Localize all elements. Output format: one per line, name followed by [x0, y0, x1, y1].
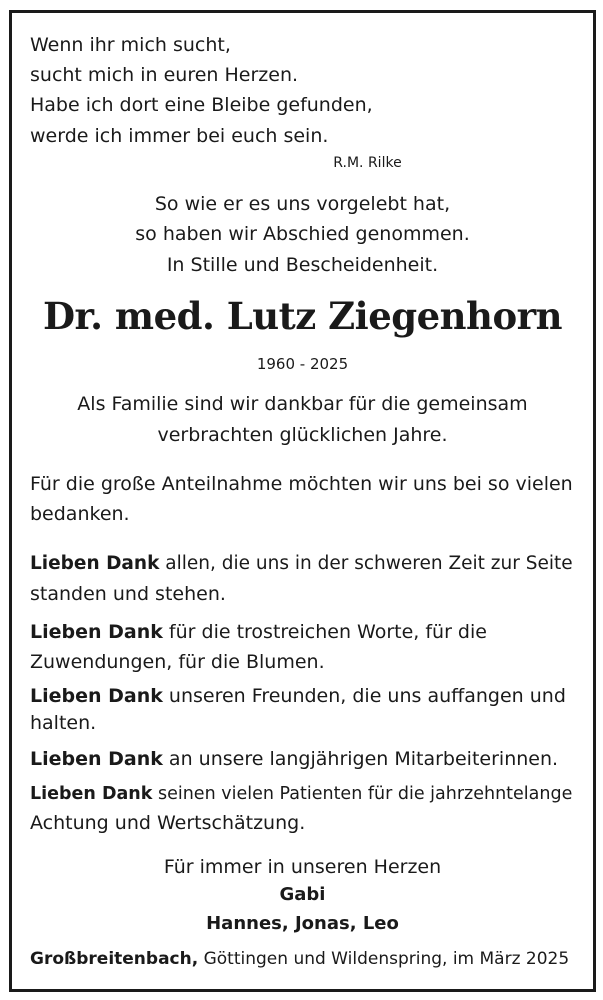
thanks-item-cont: standen und stehen.	[30, 583, 226, 605]
poem-line: werde ich immer bei euch sein.	[30, 125, 329, 147]
thanks-item	[30, 748, 558, 770]
poem-attribution: R.M. Rilke	[333, 155, 402, 171]
thanks-item-cont: halten.	[30, 712, 97, 734]
footer-town: Großbreitenbach,	[30, 949, 199, 969]
intro-line: so haben wir Abschied genommen.	[135, 223, 470, 245]
thanks-text: seinen vielen Patienten für die jahrzehntelange	[152, 784, 573, 804]
thanks-item	[30, 783, 572, 805]
thanks-item	[30, 553, 573, 575]
spouse-name: Gabi	[279, 884, 326, 905]
footer-place-date	[30, 948, 569, 970]
thanks-bold: Lieben Dank	[30, 553, 160, 574]
thanks-bold: Lieben Dank	[30, 685, 163, 707]
poem-line: sucht mich in euren Herzen.	[30, 64, 299, 86]
life-dates: 1960 - 2025	[256, 355, 349, 373]
poem-line: Habe ich dort eine Bleibe gefunden,	[30, 94, 373, 116]
intro-line: In Stille und Bescheidenheit.	[166, 254, 439, 276]
footer-rest: Göttingen und Wildenspring, im März 2025	[198, 949, 570, 969]
thanks-text: für die trostreichen Worte, für die	[162, 621, 487, 643]
thanks-bold: Lieben Dank	[30, 621, 163, 643]
obituary-frame	[9, 10, 596, 992]
poem-line: Wenn ihr mich sucht,	[30, 34, 231, 56]
thanks-text: allen, die uns in der schweren Zeit zur Seite	[159, 553, 573, 574]
children-names: Hannes, Jonas, Leo	[206, 913, 399, 934]
family-note-line: verbrachten glücklichen Jahre.	[157, 424, 448, 446]
thanks-intro-line: Für die große Anteilnahme möchten wir uns bei so vielen	[30, 473, 573, 495]
intro-line: So wie er es uns vorgelebt hat,	[154, 193, 451, 215]
thanks-bold: Lieben Dank	[30, 784, 153, 804]
thanks-intro-line: bedanken.	[30, 503, 130, 525]
deceased-name: Dr. med. Lutz Ziegenhorn	[42, 294, 563, 338]
thanks-item-cont: Zuwendungen, für die Blumen.	[30, 651, 325, 673]
closing-line: Für immer in unseren Herzen	[163, 856, 442, 878]
thanks-item	[30, 685, 566, 707]
family-note-line: Als Familie sind wir dankbar für die gemeinsam	[77, 393, 528, 415]
thanks-text: unseren Freunden, die uns auffangen und	[162, 685, 566, 707]
thanks-bold: Lieben Dank	[30, 748, 163, 770]
thanks-item-cont: Achtung und Wertschätzung.	[30, 812, 306, 834]
thanks-item	[30, 621, 487, 643]
thanks-text: an unsere langjährigen Mitarbeiterinnen.	[162, 748, 559, 770]
